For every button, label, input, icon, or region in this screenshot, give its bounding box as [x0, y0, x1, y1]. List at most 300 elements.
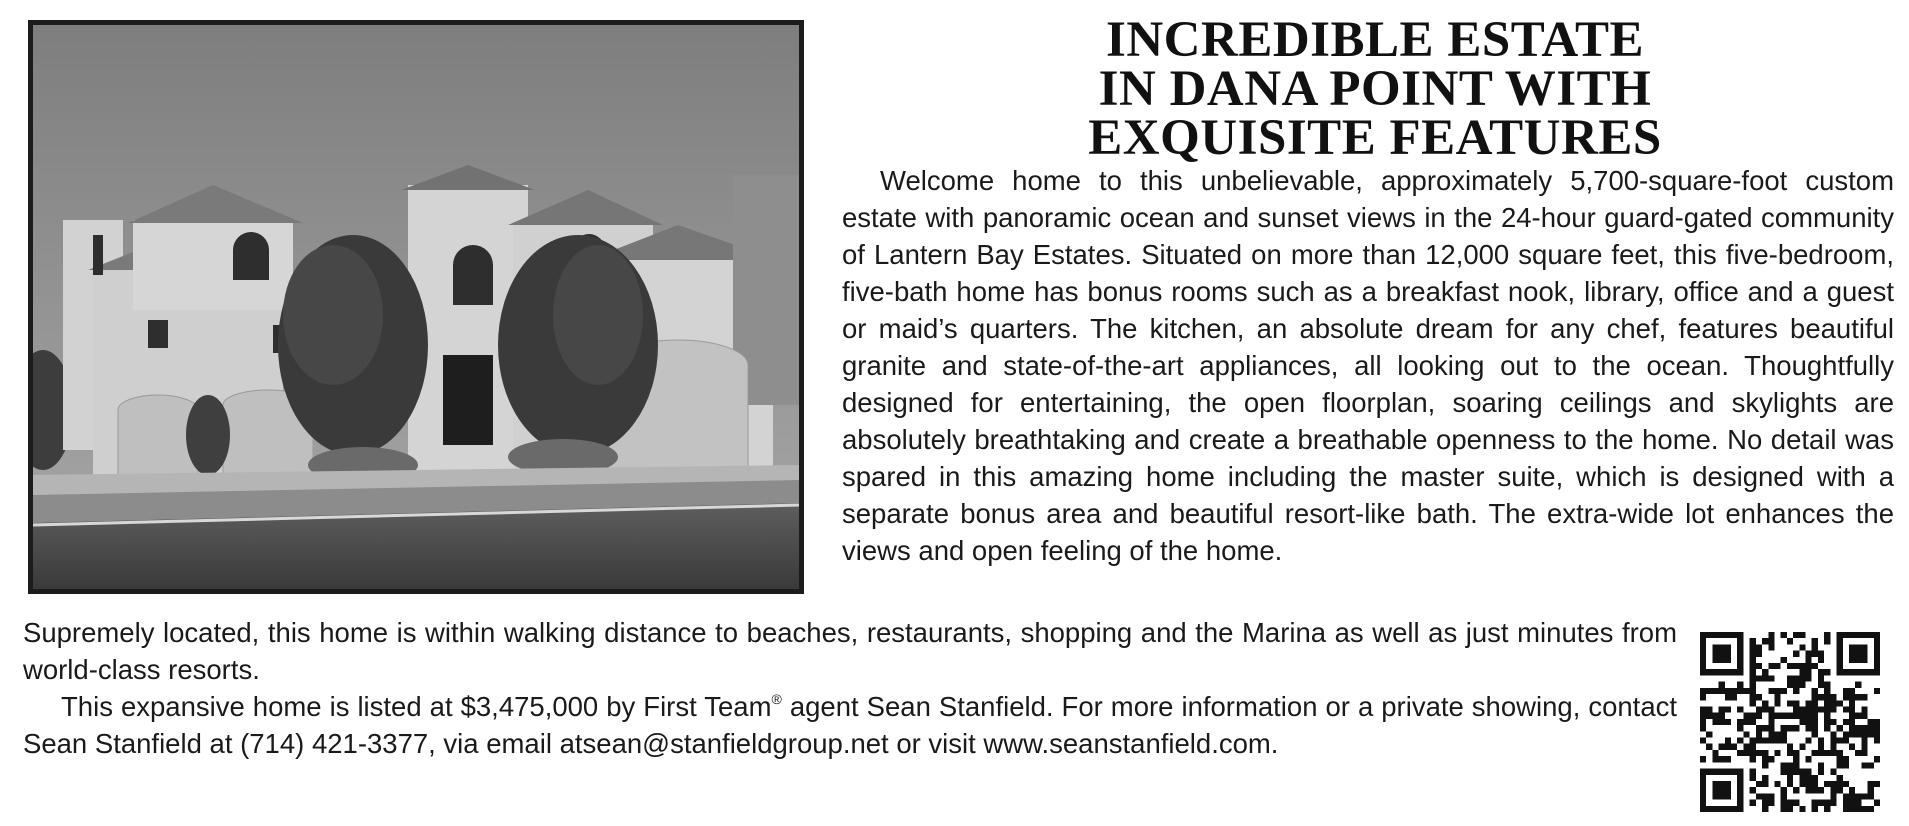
qr-module [1812, 775, 1818, 781]
qr-module [1774, 688, 1780, 694]
qr-module [1874, 669, 1880, 675]
qr-module [1849, 713, 1855, 719]
qr-module [1874, 638, 1880, 644]
qr-module [1762, 800, 1768, 806]
qr-module [1812, 787, 1818, 793]
qr-module [1830, 769, 1836, 775]
registered-trademark: ® [771, 691, 782, 707]
qr-module [1725, 781, 1731, 787]
qr-module [1768, 688, 1774, 694]
qr-module [1719, 651, 1725, 657]
qr-module [1712, 750, 1718, 756]
qr-module [1762, 675, 1768, 681]
listing-price-text: This expansive home is listed at $3,475,000 by First Team [61, 691, 772, 722]
qr-module [1725, 669, 1731, 675]
qr-module [1700, 644, 1706, 650]
qr-module [1824, 719, 1830, 725]
qr-module [1861, 632, 1867, 638]
qr-module [1737, 738, 1743, 744]
qr-module [1861, 731, 1867, 737]
qr-module [1812, 781, 1818, 787]
article-paragraph-1-continued: Supremely located, this home is within walking distance to beaches, restaurants, shopping and the Marina as well as just minutes from world-class resorts. [23, 617, 1677, 685]
qr-module [1799, 682, 1805, 688]
qr-module [1874, 644, 1880, 650]
qr-module [1700, 725, 1706, 731]
qr-module [1737, 806, 1743, 812]
qr-module [1712, 769, 1718, 775]
qr-module [1793, 787, 1799, 793]
qr-module [1799, 644, 1805, 650]
qr-module [1855, 669, 1861, 675]
qr-module [1799, 769, 1805, 775]
qr-module [1812, 688, 1818, 694]
qr-module [1824, 688, 1830, 694]
qr-module [1855, 806, 1861, 812]
qr-module [1750, 682, 1756, 688]
qr-module [1712, 632, 1718, 638]
qr-module [1843, 762, 1849, 768]
qr-module [1719, 632, 1725, 638]
qr-module [1750, 657, 1756, 663]
qr-module [1843, 719, 1849, 725]
qr-module [1855, 651, 1861, 657]
qr-module [1725, 719, 1731, 725]
qr-module [1712, 787, 1718, 793]
qr-module [1700, 657, 1706, 663]
qr-module [1700, 806, 1706, 812]
qr-module [1812, 694, 1818, 700]
qr-module [1725, 632, 1731, 638]
qr-module [1762, 756, 1768, 762]
qr-module [1830, 738, 1836, 744]
qr-module [1806, 713, 1812, 719]
qr-module [1861, 713, 1867, 719]
qr-module [1868, 793, 1874, 799]
qr-module [1849, 806, 1855, 812]
qr-module [1837, 663, 1843, 669]
qr-module [1849, 725, 1855, 731]
agent-contact-text: agent Sean Stanfield. For more information or a private showing, contact Sean Stanfield at (714) 421-3377, via email atsean@stanfieldgroup.net or visit www.seanstanfield.com. [23, 691, 1678, 759]
qr-module [1855, 800, 1861, 806]
headline-line-2: IN DANA POINT WITH [1098, 61, 1652, 117]
qr-module [1719, 769, 1725, 775]
qr-module [1781, 713, 1787, 719]
qr-module [1874, 688, 1880, 694]
qr-module [1731, 669, 1737, 675]
qr-module [1768, 675, 1774, 681]
qr-module [1756, 793, 1762, 799]
qr-module [1700, 793, 1706, 799]
qr-module [1812, 806, 1818, 812]
qr-module [1750, 638, 1756, 644]
qr-module [1874, 657, 1880, 663]
qr-module [1750, 644, 1756, 650]
qr-module [1712, 713, 1718, 719]
qr-module [1855, 682, 1861, 688]
qr-module [1719, 706, 1725, 712]
qr-module [1861, 644, 1867, 650]
qr-module [1812, 638, 1818, 644]
qr-module [1731, 694, 1737, 700]
qr-module [1837, 657, 1843, 663]
qr-module [1861, 706, 1867, 712]
qr-module [1855, 793, 1861, 799]
qr-module [1824, 725, 1830, 731]
qr-module [1712, 719, 1718, 725]
qr-module [1700, 663, 1706, 669]
qr-module [1768, 731, 1774, 737]
headline-line-1: INCREDIBLE ESTATE [1105, 12, 1645, 68]
qr-module [1737, 657, 1743, 663]
qr-module [1787, 663, 1793, 669]
qr-module [1731, 769, 1737, 775]
qr-module [1743, 731, 1749, 737]
qr-module [1750, 800, 1756, 806]
qr-module [1700, 688, 1706, 694]
qr-module [1706, 688, 1712, 694]
qr-module [1706, 669, 1712, 675]
headline-line-3: EXQUISITE FEATURES [1088, 110, 1662, 166]
qr-module [1818, 669, 1824, 675]
qr-module [1756, 644, 1762, 650]
qr-module [1799, 669, 1805, 675]
qr-module [1843, 669, 1849, 675]
qr-module [1737, 725, 1743, 731]
qr-module [1719, 657, 1725, 663]
qr-module [1830, 744, 1836, 750]
qr-module [1793, 769, 1799, 775]
qr-module [1750, 675, 1756, 681]
qr-module [1793, 762, 1799, 768]
qr-module [1725, 688, 1731, 694]
qr-module [1737, 787, 1743, 793]
qr-module [1793, 706, 1799, 712]
qr-module [1793, 663, 1799, 669]
qr-module [1849, 700, 1855, 706]
qr-module [1750, 787, 1756, 793]
qr-module [1762, 706, 1768, 712]
house-photo [28, 20, 804, 594]
qr-module [1781, 769, 1787, 775]
qr-module [1861, 738, 1867, 744]
qr-module [1706, 713, 1712, 719]
qr-module [1737, 775, 1743, 781]
qr-module [1843, 632, 1849, 638]
qr-module [1812, 651, 1818, 657]
qr-module [1774, 731, 1780, 737]
qr-module [1793, 632, 1799, 638]
qr-module [1756, 781, 1762, 787]
qr-module [1837, 632, 1843, 638]
qr-module [1855, 694, 1861, 700]
qr-module [1830, 787, 1836, 793]
qr-module [1849, 657, 1855, 663]
qr-module [1818, 769, 1824, 775]
qr-module [1812, 731, 1818, 737]
qr-module [1762, 775, 1768, 781]
qr-module [1874, 738, 1880, 744]
qr-module [1781, 793, 1787, 799]
qr-module [1737, 663, 1743, 669]
qr-module [1837, 787, 1843, 793]
qr-module [1818, 750, 1824, 756]
qr-module [1781, 688, 1787, 694]
qr-module [1787, 744, 1793, 750]
qr-module [1737, 688, 1743, 694]
qr-module [1824, 700, 1830, 706]
qr-module [1824, 638, 1830, 644]
qr-module [1824, 750, 1830, 756]
qr-module [1861, 651, 1867, 657]
qr-module [1818, 682, 1824, 688]
qr-module [1725, 657, 1731, 663]
qr-module [1774, 694, 1780, 700]
qr-module [1750, 775, 1756, 781]
qr-module [1855, 657, 1861, 663]
qr-module [1743, 744, 1749, 750]
qr-module [1700, 756, 1706, 762]
qr-module [1793, 713, 1799, 719]
qr-module [1706, 744, 1712, 750]
article-paragraph-1: Welcome home to this unbelievable, approximately 5,700-square-foot custom estate with panoramic ocean and sunset views in the 24-hour guard-gated community of Lantern Bay Estates. Situated on more than 12,000 square feet, this five-bedroom, five-bath home has bonus rooms such as a breakfast nook, library, office and a guest or maid’s quarters. The kitchen, an absolute dream for any chef, features beautiful granite and state-of-the-art appliances, all looking out to the ocean. Thoughtfully designed for entertaining, the open floorplan, soaring ceilings and skylights are absolutely breathtaking and create a breathable openness to the home. No detail was spared in this amazing home including the master suite, which is designed with a separate bonus area and beautiful resort-like bath. The extra-wide lot enhances the views and open feeling of the home. [842, 165, 1894, 566]
qr-module [1743, 750, 1749, 756]
qr-module [1768, 738, 1774, 744]
qr-module [1762, 700, 1768, 706]
qr-module [1824, 800, 1830, 806]
qr-module [1787, 775, 1793, 781]
qr-module [1818, 651, 1824, 657]
qr-module [1750, 700, 1756, 706]
qr-module [1762, 806, 1768, 812]
qr-module [1793, 800, 1799, 806]
qr-module [1774, 700, 1780, 706]
qr-module [1855, 713, 1861, 719]
qr-module [1830, 694, 1836, 700]
qr-module [1725, 756, 1731, 762]
qr-module [1762, 762, 1768, 768]
qr-module [1793, 651, 1799, 657]
qr-module [1843, 694, 1849, 700]
qr-module [1700, 638, 1706, 644]
qr-module [1700, 781, 1706, 787]
qr-module [1843, 781, 1849, 787]
qr-module [1793, 700, 1799, 706]
qr-module [1818, 762, 1824, 768]
qr-module [1806, 725, 1812, 731]
qr-module [1806, 775, 1812, 781]
qr-module [1818, 744, 1824, 750]
qr-module [1812, 700, 1818, 706]
qr-module [1837, 651, 1843, 657]
qr-module [1861, 725, 1867, 731]
qr-module [1837, 781, 1843, 787]
qr-module [1700, 706, 1706, 712]
qr-module [1719, 713, 1725, 719]
qr-module [1719, 781, 1725, 787]
qr-module [1700, 769, 1706, 775]
article-body-bottom [23, 614, 1677, 762]
qr-module [1849, 694, 1855, 700]
qr-module [1849, 669, 1855, 675]
article-body-right-column [842, 162, 1894, 569]
qr-module [1725, 651, 1731, 657]
qr-module [1837, 644, 1843, 650]
qr-module [1799, 632, 1805, 638]
qr-module [1868, 762, 1874, 768]
qr-module [1787, 800, 1793, 806]
qr-module [1787, 675, 1793, 681]
qr-module [1843, 806, 1849, 812]
qr-module [1874, 725, 1880, 731]
qr-module [1849, 787, 1855, 793]
qr-code-graphic [1700, 632, 1880, 812]
qr-module [1762, 781, 1768, 787]
qr-module [1837, 750, 1843, 756]
qr-module [1837, 738, 1843, 744]
qr-module [1700, 738, 1706, 744]
qr-module [1768, 632, 1774, 638]
qr-module [1731, 632, 1737, 638]
qr-module [1830, 781, 1836, 787]
qr-module [1843, 793, 1849, 799]
qr-module [1861, 750, 1867, 756]
qr-module [1731, 744, 1737, 750]
qr-module [1750, 713, 1756, 719]
qr-module [1756, 750, 1762, 756]
qr-module [1799, 781, 1805, 787]
qr-module [1830, 750, 1836, 756]
qr-module [1812, 750, 1818, 756]
qr-module [1700, 651, 1706, 657]
qr-module [1806, 651, 1812, 657]
qr-module [1874, 800, 1880, 806]
qr-module [1768, 706, 1774, 712]
qr-module [1700, 775, 1706, 781]
qr-module [1750, 719, 1756, 725]
qr-module [1874, 632, 1880, 638]
qr-module [1806, 675, 1812, 681]
qr-module [1843, 800, 1849, 806]
qr-module [1781, 731, 1787, 737]
qr-module [1787, 781, 1793, 787]
qr-module [1874, 731, 1880, 737]
qr-module [1737, 769, 1743, 775]
qr-module [1806, 719, 1812, 725]
qr-module [1868, 781, 1874, 787]
qr-module [1719, 793, 1725, 799]
qr-module [1781, 725, 1787, 731]
qr-code-icon [1700, 632, 1880, 812]
qr-module [1756, 706, 1762, 712]
qr-module [1750, 744, 1756, 750]
qr-module [1750, 663, 1756, 669]
qr-module [1725, 744, 1731, 750]
qr-module [1750, 750, 1756, 756]
qr-module [1787, 806, 1793, 812]
qr-module [1843, 738, 1849, 744]
qr-module [1700, 719, 1706, 725]
qr-module [1700, 787, 1706, 793]
qr-module [1774, 781, 1780, 787]
qr-module [1874, 756, 1880, 762]
qr-module [1824, 781, 1830, 787]
qr-module [1818, 694, 1824, 700]
qr-module [1774, 713, 1780, 719]
qr-module [1762, 669, 1768, 675]
qr-module [1787, 638, 1793, 644]
qr-module [1806, 669, 1812, 675]
qr-module [1818, 657, 1824, 663]
qr-module [1806, 706, 1812, 712]
qr-module [1799, 744, 1805, 750]
qr-module [1756, 651, 1762, 657]
qr-module [1824, 713, 1830, 719]
qr-module [1737, 682, 1743, 688]
qr-module [1861, 657, 1867, 663]
qr-module [1861, 762, 1867, 768]
qr-module [1719, 669, 1725, 675]
qr-module [1830, 719, 1836, 725]
qr-module [1855, 750, 1861, 756]
qr-module [1824, 669, 1830, 675]
qr-module [1855, 731, 1861, 737]
qr-module [1768, 756, 1774, 762]
qr-module [1712, 756, 1718, 762]
qr-module [1830, 800, 1836, 806]
qr-module [1855, 632, 1861, 638]
qr-module [1837, 756, 1843, 762]
qr-module [1793, 675, 1799, 681]
qr-module [1700, 669, 1706, 675]
qr-module [1743, 713, 1749, 719]
qr-module [1787, 725, 1793, 731]
qr-module [1743, 688, 1749, 694]
qr-module [1812, 725, 1818, 731]
qr-module [1750, 694, 1756, 700]
qr-module [1793, 725, 1799, 731]
qr-module [1750, 769, 1756, 775]
qr-module [1799, 719, 1805, 725]
qr-module [1861, 793, 1867, 799]
qr-module [1861, 806, 1867, 812]
qr-module [1737, 800, 1743, 806]
qr-module [1861, 694, 1867, 700]
qr-module [1843, 756, 1849, 762]
qr-module [1806, 663, 1812, 669]
qr-module [1849, 706, 1855, 712]
qr-module [1843, 706, 1849, 712]
qr-module [1799, 706, 1805, 712]
qr-module [1868, 719, 1874, 725]
qr-module [1799, 775, 1805, 781]
qr-module [1806, 756, 1812, 762]
qr-module [1725, 769, 1731, 775]
qr-module [1781, 738, 1787, 744]
qr-module [1774, 663, 1780, 669]
qr-module [1818, 800, 1824, 806]
qr-module [1849, 644, 1855, 650]
qr-module [1768, 713, 1774, 719]
qr-module [1812, 719, 1818, 725]
qr-module [1706, 632, 1712, 638]
qr-module [1849, 793, 1855, 799]
qr-module [1725, 738, 1731, 744]
headline [850, 12, 1900, 166]
qr-module [1824, 706, 1830, 712]
qr-module [1743, 719, 1749, 725]
qr-module [1768, 719, 1774, 725]
qr-module [1849, 800, 1855, 806]
